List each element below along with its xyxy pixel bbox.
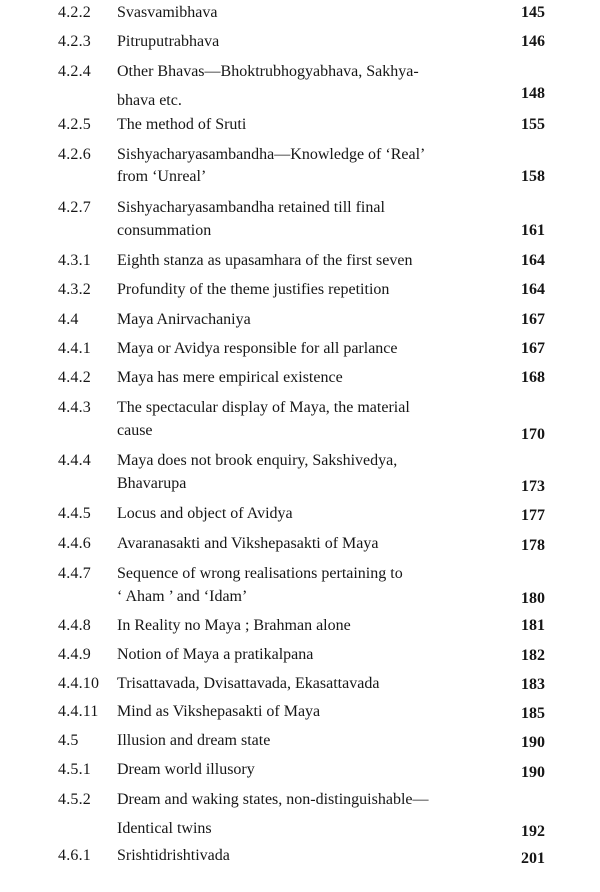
section-number: 4.3.1 <box>58 252 91 269</box>
page-number: 168 <box>521 369 545 386</box>
section-title-line: from ‘Unreal’ <box>117 168 207 185</box>
section-title-line: consummation <box>117 222 212 239</box>
section-number: 4.5 <box>58 732 79 749</box>
section-title <box>117 32 502 61</box>
section-title-line: bhava etc. <box>117 92 182 109</box>
section-number: 4.4.9 <box>58 646 91 663</box>
section-title <box>117 115 502 144</box>
section-title-line: Srishtidrishtivada <box>117 847 230 864</box>
section-title-line: Profundity of the theme justifies repetition <box>117 281 390 298</box>
page-number: 192 <box>521 823 545 840</box>
section-number: 4.4.1 <box>58 340 91 357</box>
section-title-line: Sishyacharyasambandha—Knowledge of ‘Real’ <box>117 146 426 163</box>
section-title-line: Other Bhavas—Bhoktrubhogyabhava, Sakhya- <box>117 63 419 80</box>
section-title-line: Svasvamibhava <box>117 4 218 21</box>
section-title <box>117 534 502 563</box>
section-number: 4.5.1 <box>58 761 91 778</box>
section-title <box>117 368 502 397</box>
section-number: 4.4 <box>58 311 79 328</box>
section-number: 4.3.2 <box>58 281 91 298</box>
section-number: 4.5.2 <box>58 791 91 808</box>
page-number: 161 <box>521 222 545 239</box>
page-number: 158 <box>521 168 545 185</box>
section-number: 4.4.5 <box>58 505 91 522</box>
section-number: 4.4.3 <box>58 399 91 416</box>
section-title <box>117 702 502 731</box>
section-title-line: ‘ Aham ’ and ‘Idam’ <box>117 588 248 605</box>
section-title-line: Maya Anirvachaniya <box>117 311 251 328</box>
section-number: 4.2.6 <box>58 146 91 163</box>
section-title-line: Eighth stanza as upasamhara of the first seven <box>117 252 413 269</box>
section-title-line: The spectacular display of Maya, the material <box>117 399 410 416</box>
section-number: 4.4.10 <box>58 675 100 692</box>
page-number: 178 <box>521 537 545 554</box>
section-number: 4.4.4 <box>58 452 91 469</box>
section-number: 4.4.7 <box>58 565 91 582</box>
section-title-line: Locus and object of Avidya <box>117 505 293 522</box>
section-number: 4.2.7 <box>58 199 91 216</box>
section-title <box>117 62 502 111</box>
section-title-line: Maya or Avidya responsible for all parlance <box>117 340 398 357</box>
section-title-line: Sequence of wrong realisations pertaining to <box>117 565 403 582</box>
page-number: 146 <box>521 33 545 50</box>
section-title <box>117 760 502 789</box>
section-title-line: Identical twins <box>117 820 212 837</box>
section-title <box>117 280 502 309</box>
section-number: 4.2.5 <box>58 116 91 133</box>
section-title-line: The method of Sruti <box>117 116 247 133</box>
section-number: 4.2.2 <box>58 4 91 21</box>
section-title-line: Maya does not brook enquiry, Sakshivedya, <box>117 452 398 469</box>
page-number: 181 <box>521 617 545 634</box>
section-title-line: Illusion and dream state <box>117 732 271 749</box>
page-number: 155 <box>521 116 545 133</box>
page-number: 164 <box>521 252 545 269</box>
section-number: 4.4.8 <box>58 617 91 634</box>
section-title <box>117 790 502 839</box>
page-number: 145 <box>521 4 545 21</box>
section-number: 4.4.6 <box>58 535 91 552</box>
section-title <box>117 564 502 607</box>
section-title-line: Maya has mere empirical existence <box>117 369 343 386</box>
section-title-line: Dream and waking states, non-distinguishable— <box>117 791 429 808</box>
section-title <box>117 674 502 703</box>
page-number: 173 <box>521 478 545 495</box>
section-title <box>117 310 502 339</box>
page-number: 167 <box>521 311 545 328</box>
page-number: 177 <box>521 507 545 524</box>
section-number: 4.2.3 <box>58 33 91 50</box>
page-number: 183 <box>521 676 545 693</box>
section-title-line: Dream world illusory <box>117 761 255 778</box>
page-number: 201 <box>521 850 545 867</box>
section-title <box>117 504 502 533</box>
section-title-line: Avaranasakti and Vikshepasakti of Maya <box>117 535 379 552</box>
section-number: 4.4.11 <box>58 703 99 720</box>
section-title-line: Sishyacharyasambandha retained till final <box>117 199 385 216</box>
page-number: 182 <box>521 647 545 664</box>
page-number: 148 <box>521 85 545 102</box>
section-number: 4.6.1 <box>58 847 91 864</box>
page-number: 164 <box>521 281 545 298</box>
section-title-line: Pitruputrabhava <box>117 33 220 50</box>
page-number: 190 <box>521 764 545 781</box>
section-number: 4.4.2 <box>58 369 91 386</box>
section-title <box>117 731 502 760</box>
section-title <box>117 451 502 494</box>
section-title-line: In Reality no Maya ; Brahman alone <box>117 617 351 634</box>
page-number: 180 <box>521 590 545 607</box>
section-title <box>117 846 502 875</box>
section-title-line: cause <box>117 422 153 439</box>
section-number: 4.2.4 <box>58 63 91 80</box>
section-title <box>117 616 502 645</box>
page-number: 190 <box>521 734 545 751</box>
section-title <box>117 339 502 368</box>
section-title <box>117 398 502 441</box>
section-title <box>117 251 502 280</box>
section-title <box>117 198 502 241</box>
section-title <box>117 145 502 187</box>
section-title <box>117 3 502 32</box>
section-title <box>117 645 502 674</box>
section-title-line: Trisattavada, Dvisattavada, Ekasattavada <box>117 675 380 692</box>
section-title-line: Bhavarupa <box>117 475 187 492</box>
page-number: 167 <box>521 340 545 357</box>
page-number: 185 <box>521 705 545 722</box>
page-number: 170 <box>521 426 545 443</box>
section-title-line: Notion of Maya a pratikalpana <box>117 646 314 663</box>
section-title-line: Mind as Vikshepasakti of Maya <box>117 703 321 720</box>
